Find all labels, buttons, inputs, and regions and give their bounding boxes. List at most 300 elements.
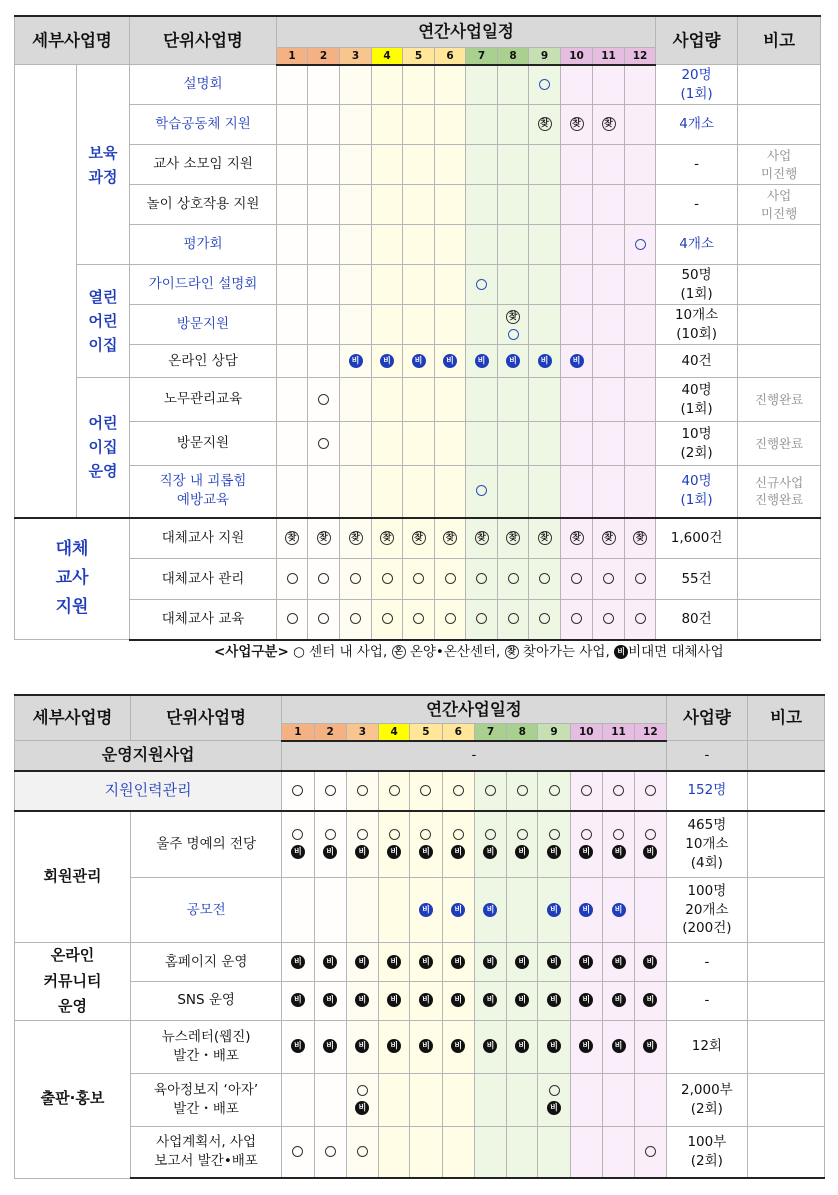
month-cell-12 [625,518,656,559]
table-row [15,943,825,982]
table-row [15,422,821,466]
month-cell-1 [277,105,308,145]
month-cell-4 [372,265,403,305]
center-program-icon [413,613,424,624]
online-icon: 비 [614,645,628,659]
online-program-icon: 비 [355,1101,369,1115]
month-header-5: 5 [403,47,435,65]
center-program-icon [420,829,431,840]
table-row [15,265,821,305]
note-cell [738,225,821,265]
month-cell-7 [466,345,498,378]
center-program-icon [292,785,303,796]
month-cell-11 [593,105,625,145]
center-program-icon [357,829,368,840]
group-member: 회원관리 [15,811,131,943]
month-cell-10 [561,600,593,640]
month-cell-9 [538,1020,570,1073]
volume-cell: - [656,145,738,185]
month-cell-11 [602,1073,634,1126]
month-cell-11 [593,225,625,265]
month-cell-10 [570,811,602,878]
month-cell-12 [625,105,656,145]
month-cell-4 [379,982,410,1020]
unit-name: 노무관리교육 [130,378,277,422]
center-program-icon [453,785,464,796]
month-cell-12 [625,345,656,378]
volume-cell: 465명 10개소 (4회) [666,811,748,878]
online-program-icon: 비 [291,955,305,969]
month-cell-5 [410,878,442,943]
header-detail: 세부사업명 [15,16,130,65]
visit-program-icon: 찾 [602,531,616,545]
month-cell-5 [403,378,435,422]
center-program-icon [549,785,560,796]
month-cell-4 [379,1126,410,1178]
month-cell-6 [435,105,466,145]
center-program-icon [325,829,336,840]
month-cell-6 [442,1073,474,1126]
header-unit: 단위사업명 [130,695,281,741]
month-cell-4 [379,1073,410,1126]
unit-name: SNS 운영 [130,982,281,1020]
online-program-icon: 비 [612,1039,626,1053]
table-row [15,305,821,345]
center-program-icon [413,573,424,584]
legend [214,640,724,660]
month-cell-2 [308,305,340,345]
center-program-icon [318,573,329,584]
month-cell-9 [529,600,561,640]
volume-cell: 55건 [656,559,738,600]
month-cell-6 [435,422,466,466]
month-cell-8 [498,345,529,378]
month-cell-7 [466,265,498,305]
month-cell-10 [561,305,593,345]
online-program-icon: 비 [380,354,394,368]
center-program-icon [539,573,550,584]
month-cell-11 [593,600,625,640]
center-program-icon [603,573,614,584]
month-cell-3 [340,378,372,422]
month-cell-3 [340,105,372,145]
month-cell-8 [498,466,529,518]
note-cell: 진행완료 [738,378,821,422]
month-header-5: 5 [410,723,442,741]
month-cell-1 [277,559,308,600]
month-cell-5 [403,65,435,105]
month-cell-5 [403,105,435,145]
month-cell-5 [403,305,435,345]
month-cell-10 [570,771,602,811]
month-cell-5 [403,145,435,185]
month-cell-10 [561,145,593,185]
month-cell-8 [498,518,529,559]
month-cell-5 [410,1126,442,1178]
month-cell-8 [507,878,538,943]
month-cell-2 [308,265,340,305]
month-cell-6 [435,265,466,305]
note-cell [738,518,821,559]
month-header-10: 10 [561,47,593,65]
note-cell [748,982,825,1020]
month-cell-9 [538,1126,570,1178]
month-cell-4 [372,345,403,378]
month-cell-7 [474,771,506,811]
month-cell-3 [340,305,372,345]
online-program-icon: 비 [387,1039,401,1053]
month-cell-10 [561,518,593,559]
online-program-icon: 비 [419,903,433,917]
header-note: 비고 [738,16,821,65]
month-cell-5 [403,600,435,640]
month-cell-8 [498,65,529,105]
table-row [15,65,821,105]
online-program-icon: 비 [355,1039,369,1053]
visit-program-icon: 찾 [506,531,520,545]
note-cell [738,105,821,145]
month-cell-9 [529,422,561,466]
month-cell-8 [507,982,538,1020]
online-program-icon: 비 [419,845,433,859]
header-volume: 사업량 [656,16,738,65]
center-program-icon [603,613,614,624]
month-cell-11 [602,1126,634,1178]
month-cell-12 [635,943,666,982]
month-cell-2 [314,1020,346,1073]
note-cell [738,65,821,105]
month-cell-3 [340,600,372,640]
month-cell-12 [625,145,656,185]
center-program-icon [539,613,550,624]
volume-cell: 100부 (2회) [666,1126,748,1178]
month-cell-10 [561,65,593,105]
month-cell-5 [403,559,435,600]
table-row [15,741,825,771]
center-program-icon [549,829,560,840]
month-cell-5 [410,1020,442,1073]
month-cell-8 [498,378,529,422]
month-cell-12 [635,982,666,1020]
table-row [15,185,821,225]
month-cell-9 [529,105,561,145]
note-cell [748,1073,825,1126]
volume-cell: 10개소 (10회) [656,305,738,345]
center-program-icon [357,1146,368,1157]
online-program-icon: 비 [323,993,337,1007]
month-cell-6 [435,600,466,640]
online-program-icon: 비 [419,1039,433,1053]
unit-name: 방문지원 [130,422,277,466]
month-cell-4 [372,65,403,105]
volume-cell: 40건 [656,345,738,378]
unit-name: 공모전 [130,878,281,943]
legend-center-text: 센터 내 사업, [304,644,388,660]
month-header-1: 1 [277,47,308,65]
month-cell-4 [372,600,403,640]
month-cell-8 [498,265,529,305]
month-cell-12 [625,65,656,105]
month-cell-11 [602,771,634,811]
visit-program-icon: 찾 [285,531,299,545]
month-cell-5 [410,1073,442,1126]
online-program-icon: 비 [547,993,561,1007]
online-program-icon: 비 [547,845,561,859]
month-cell-8 [498,422,529,466]
month-cell-12 [625,225,656,265]
month-cell-9 [529,185,561,225]
month-cell-4 [379,1020,410,1073]
legend-center-glyph: ○ [293,644,305,660]
month-cell-4 [372,378,403,422]
online-program-icon: 비 [291,993,305,1007]
online-program-icon: 비 [643,955,657,969]
group-community: 온라인 커뮤니티 운영 [15,943,131,1021]
month-cell-11 [593,518,625,559]
month-cell-9 [529,378,561,422]
month-cell-8 [498,225,529,265]
month-cell-2 [308,559,340,600]
month-cell-3 [340,145,372,185]
note-cell [738,600,821,640]
month-cell-9 [538,943,570,982]
center-program-icon [517,785,528,796]
month-cell-11 [593,305,625,345]
month-cell-10 [561,559,593,600]
month-cell-2 [308,225,340,265]
unit-name: 놀이 상호작용 지원 [130,185,277,225]
center-program-icon [389,785,400,796]
visit-program-icon: 찾 [602,117,616,131]
online-program-icon: 비 [483,1039,497,1053]
visit-program-icon: 찾 [538,117,552,131]
staff-name: 지원인력관리 [15,771,282,811]
month-cell-11 [593,378,625,422]
month-cell-11 [593,185,625,225]
online-program-icon: 비 [538,354,552,368]
month-cell-2 [308,422,340,466]
center-program-icon [325,785,336,796]
volume-cell: - [666,943,748,982]
month-cell-9 [529,466,561,518]
month-cell-10 [561,265,593,305]
month-cell-9 [529,65,561,105]
center-program-icon [645,785,656,796]
online-program-icon: 비 [419,993,433,1007]
month-cell-3 [340,422,372,466]
online-program-icon: 비 [349,354,363,368]
center-program-icon [476,485,487,496]
month-cell-10 [561,225,593,265]
month-cell-1 [282,1126,314,1178]
month-cell-8 [507,811,538,878]
center-program-icon [318,613,329,624]
month-cell-5 [403,466,435,518]
center-program-icon [571,573,582,584]
month-cell-6 [442,1126,474,1178]
center-program-icon [382,573,393,584]
month-cell-7 [466,378,498,422]
month-cell-8 [507,1073,538,1126]
month-cell-9 [529,305,561,345]
visit-program-icon: 찾 [412,531,426,545]
online-program-icon: 비 [451,1039,465,1053]
month-cell-5 [403,518,435,559]
center-program-icon [613,829,624,840]
month-cell-3 [346,771,378,811]
month-cell-12 [635,1126,666,1178]
month-cell-5 [403,265,435,305]
center-program-icon [445,573,456,584]
month-cell-3 [346,1020,378,1073]
note-cell: 사업 미진행 [738,185,821,225]
month-cell-6 [435,65,466,105]
header-schedule: 연간사업일정 [277,16,656,47]
online-program-icon: 비 [483,955,497,969]
table-row [15,225,821,265]
center-program-icon [645,829,656,840]
online-program-icon: 비 [515,845,529,859]
month-cell-1 [277,145,308,185]
month-cell-9 [529,518,561,559]
note-cell [738,305,821,345]
month-cell-4 [372,466,403,518]
note-cell [748,1126,825,1178]
month-cell-12 [625,265,656,305]
center-program-icon [445,613,456,624]
volume-cell: 152명 [666,771,748,811]
month-cell-2 [314,1073,346,1126]
month-header-6: 6 [435,47,466,65]
unit-name: 대체교사 지원 [130,518,277,559]
center-program-icon [581,785,592,796]
center-program-icon [350,613,361,624]
month-cell-1 [282,878,314,943]
month-cell-9 [529,145,561,185]
volume-cell: 12회 [666,1020,748,1073]
online-program-icon: 비 [412,354,426,368]
month-cell-2 [314,943,346,982]
month-cell-11 [602,982,634,1020]
month-cell-6 [435,466,466,518]
month-cell-3 [340,345,372,378]
month-header-2: 2 [308,47,340,65]
online-program-icon: 비 [451,955,465,969]
center-program-icon [485,829,496,840]
month-cell-8 [507,1020,538,1073]
month-cell-1 [282,943,314,982]
month-cell-8 [498,559,529,600]
month-cell-10 [561,105,593,145]
online-program-icon: 비 [643,1039,657,1053]
month-cell-1 [277,305,308,345]
month-cell-8 [507,943,538,982]
online-program-icon: 비 [643,845,657,859]
online-program-icon: 비 [506,354,520,368]
month-cell-12 [635,1073,666,1126]
month-cell-10 [570,1126,602,1178]
online-program-icon: 비 [612,993,626,1007]
unit-name: 홈페이지 운영 [130,943,281,982]
month-cell-3 [340,225,372,265]
table-row [15,466,821,518]
note-cell [748,1020,825,1073]
header-unit: 단위사업명 [130,16,277,65]
header-note: 비고 [748,695,825,741]
month-cell-9 [538,811,570,878]
online-program-icon: 비 [451,845,465,859]
online-program-icon: 비 [579,845,593,859]
online-program-icon: 비 [451,903,465,917]
month-cell-4 [379,811,410,878]
month-cell-10 [570,878,602,943]
online-program-icon: 비 [355,955,369,969]
month-header-7: 7 [474,723,506,741]
month-cell-7 [466,145,498,185]
online-program-icon: 비 [515,993,529,1007]
month-header-8: 8 [498,47,529,65]
center-program-icon [292,829,303,840]
month-cell-4 [379,771,410,811]
month-cell-12 [635,878,666,943]
month-cell-3 [346,878,378,943]
online-program-icon: 비 [643,993,657,1007]
month-header-9: 9 [538,723,570,741]
note-cell: 진행완료 [738,422,821,466]
online-program-icon: 비 [547,1101,561,1115]
online-program-icon: 비 [323,1039,337,1053]
visit-program-icon: 찾 [506,310,520,324]
note-cell [748,943,825,982]
volume-cell: 80건 [656,600,738,640]
month-cell-1 [277,600,308,640]
center-program-icon [508,329,519,340]
online-program-icon: 비 [475,354,489,368]
month-cell-3 [340,185,372,225]
volume-cell: 20명 (1회) [656,65,738,105]
month-cell-5 [403,225,435,265]
month-cell-2 [308,518,340,559]
month-cell-7 [466,225,498,265]
center-program-icon [645,1146,656,1157]
month-cell-4 [379,943,410,982]
month-cell-8 [507,771,538,811]
month-cell-1 [277,422,308,466]
month-cell-8 [507,1126,538,1178]
month-cell-12 [625,185,656,225]
month-cell-8 [498,145,529,185]
month-cell-12 [625,559,656,600]
month-cell-4 [372,559,403,600]
month-cell-2 [308,105,340,145]
month-cell-3 [346,1073,378,1126]
volume-cell: 50명 (1회) [656,265,738,305]
month-cell-10 [561,378,593,422]
month-cell-6 [435,378,466,422]
center-program-icon [571,613,582,624]
month-cell-4 [372,185,403,225]
unit-name: 대체교사 관리 [130,559,277,600]
online-program-icon: 비 [419,955,433,969]
center-program-icon [508,613,519,624]
month-cell-5 [410,943,442,982]
month-cell-7 [466,65,498,105]
month-cell-7 [466,466,498,518]
online-program-icon: 비 [451,993,465,1007]
online-program-icon: 비 [515,955,529,969]
month-cell-1 [277,65,308,105]
month-header-4: 4 [372,47,403,65]
